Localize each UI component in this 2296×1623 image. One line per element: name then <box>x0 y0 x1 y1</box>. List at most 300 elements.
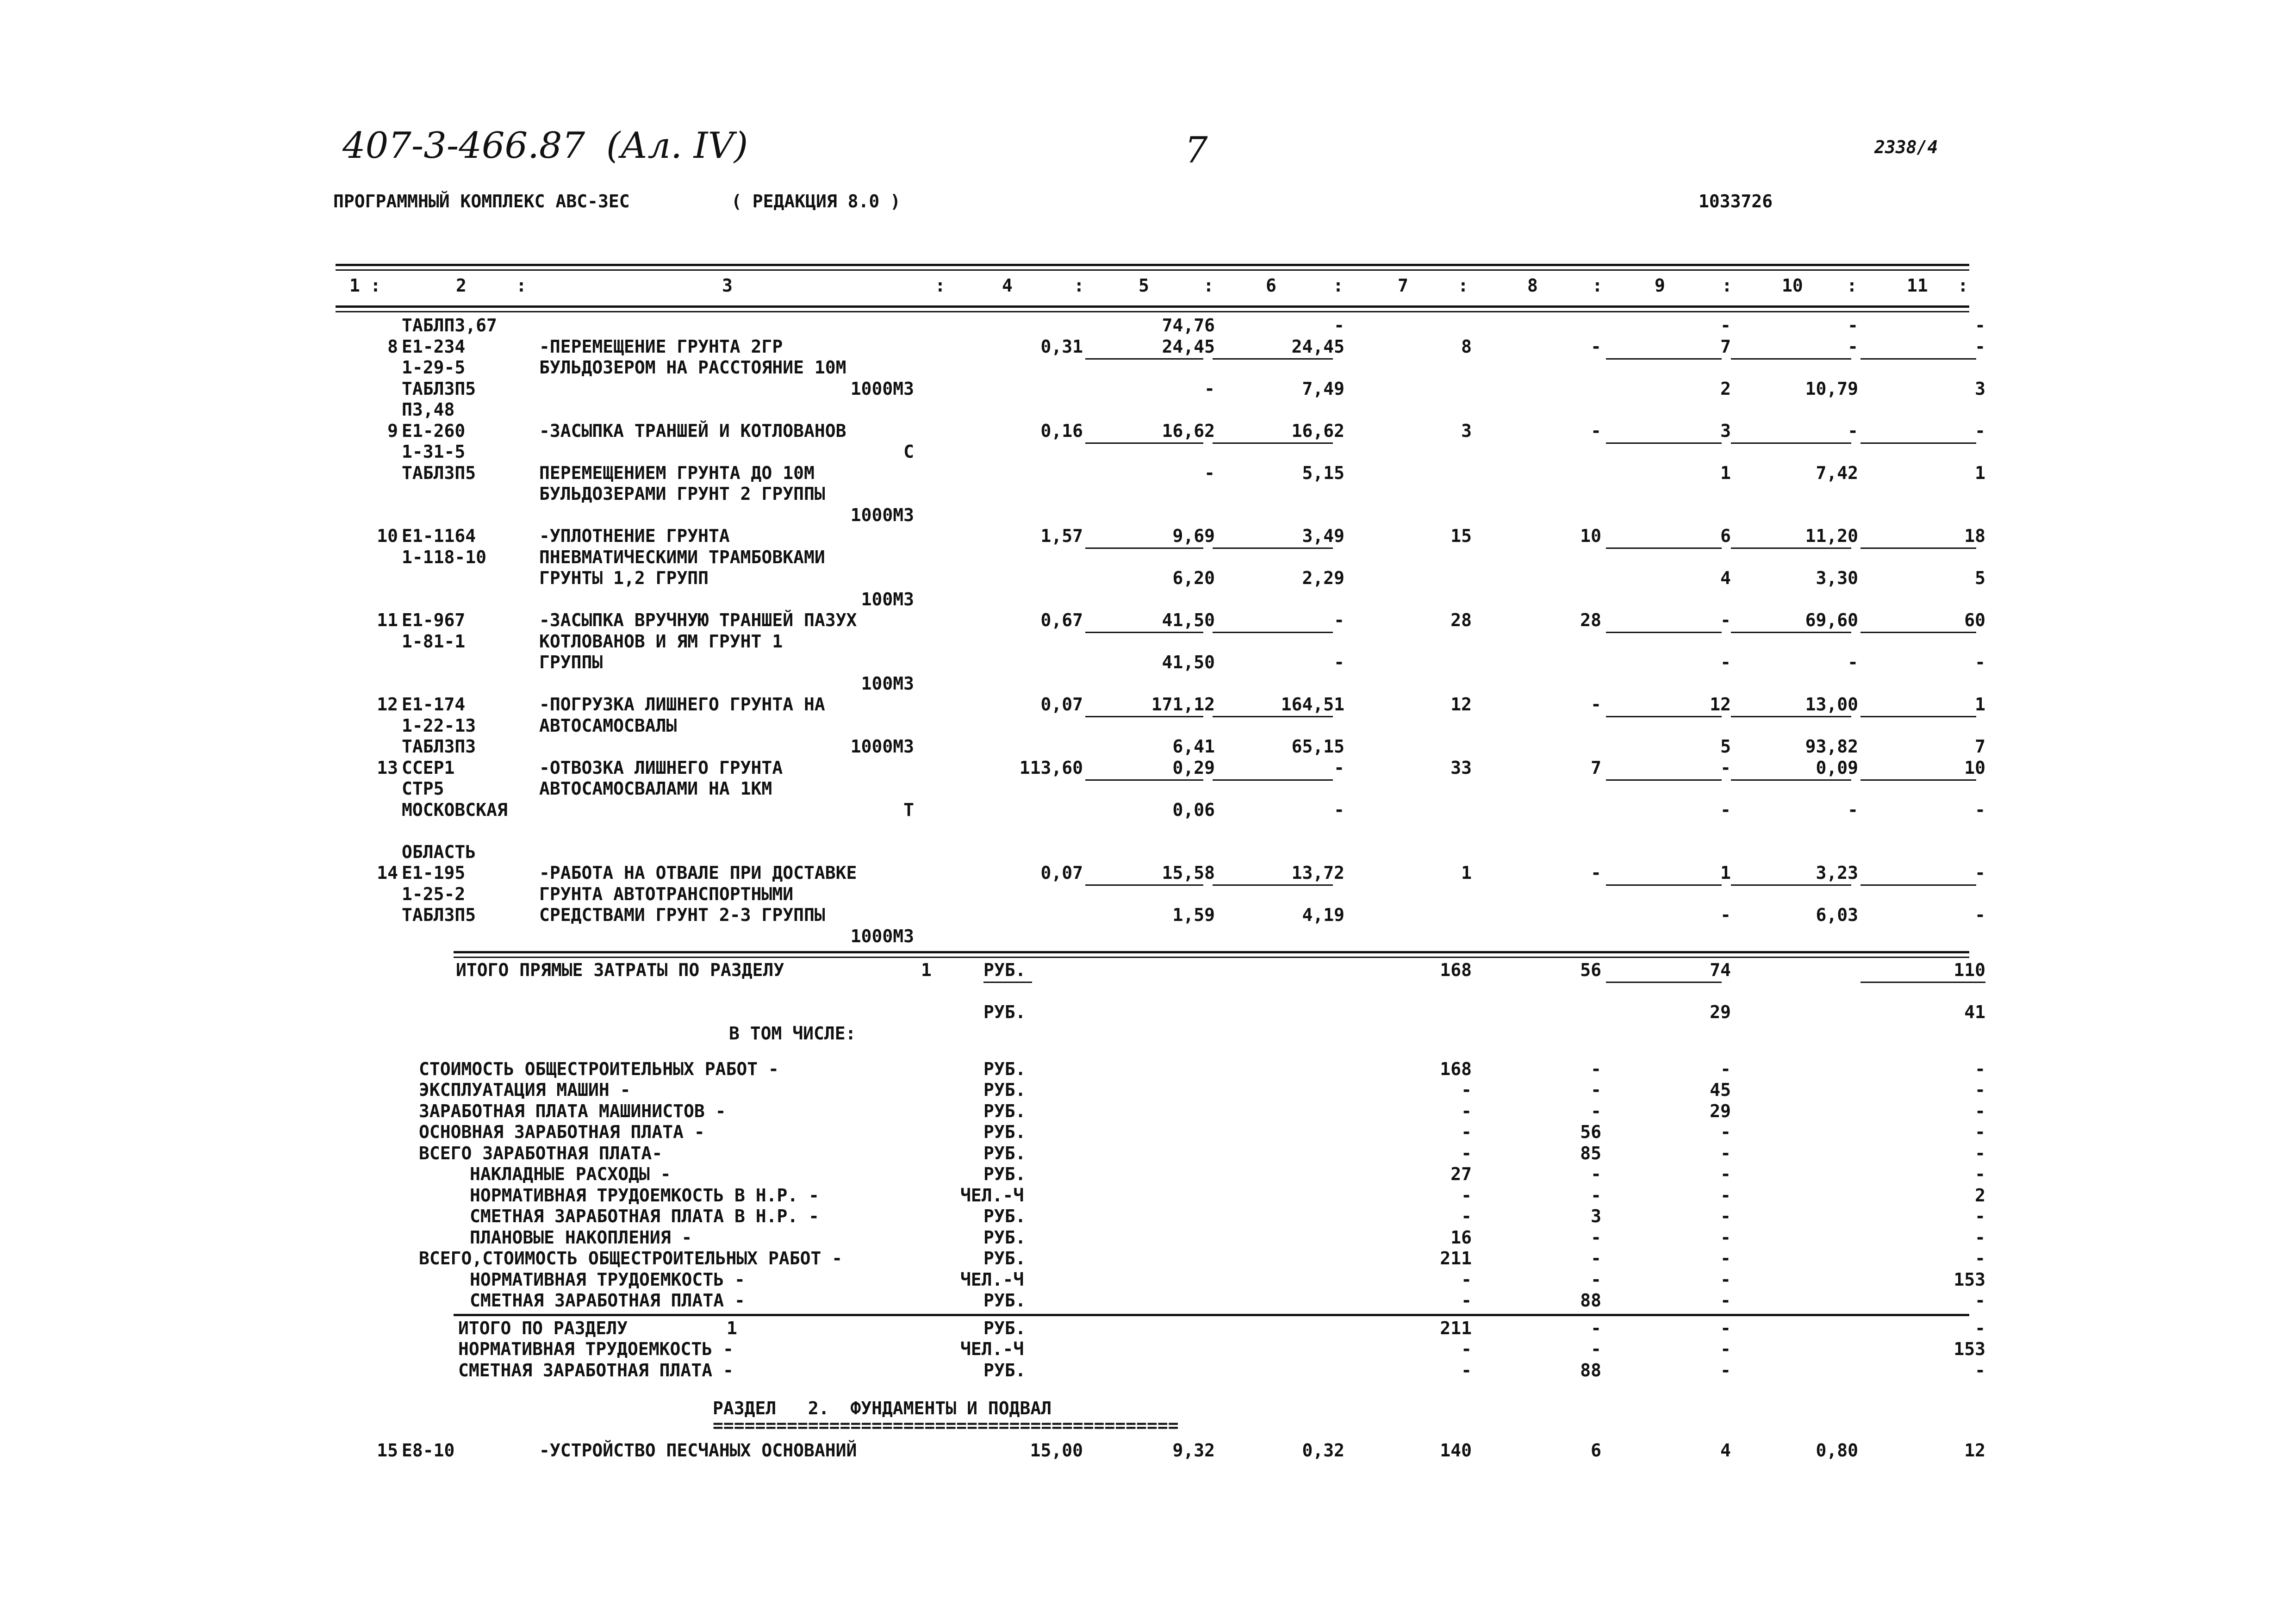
table-cell-c5: - <box>1204 378 1215 399</box>
fraction-rule <box>1731 442 1851 444</box>
table-cell-c6: 65,15 <box>1291 736 1344 757</box>
table-cell-c9: 1 <box>1720 462 1731 483</box>
fraction-rule <box>1085 632 1203 633</box>
table-cell-c4: 0,31 <box>1040 336 1083 357</box>
fraction-rule <box>1085 442 1203 444</box>
table-cell-c7: 8 <box>1461 336 1472 357</box>
total-cell-c7: - <box>1461 1080 1472 1101</box>
table-cell-c10: 0,09 <box>1816 757 1858 778</box>
table-cell-c9: - <box>1720 757 1731 778</box>
total-cell-c9: - <box>1720 1339 1731 1360</box>
total-cell-c8: 88 <box>1580 1290 1601 1311</box>
table-cell-c6: - <box>1334 799 1344 820</box>
table-cell-c1: 9 <box>387 420 398 441</box>
table-cell-c7: 28 <box>1450 610 1472 630</box>
summary-unit: РУБ. <box>983 1206 1026 1227</box>
table-cell-c2: ССЕР1 <box>402 757 455 778</box>
table-cell-c3: КОТЛОВАНОВ И ЯМ ГРУНТ 1 <box>539 631 783 652</box>
section-total-label: СМЕТНАЯ ЗАРАБОТНАЯ ПЛАТА - <box>458 1360 734 1380</box>
fraction-rule <box>1860 442 1976 444</box>
column-header-3: 3 <box>722 275 733 296</box>
fraction-rule <box>983 982 1032 983</box>
total-cell-c11: 153 <box>1954 1269 1985 1290</box>
section-total-number: 1 <box>727 1318 737 1338</box>
table-cell-c2: Е1-195 <box>402 863 466 883</box>
table-cell-c10: 10,79 <box>1805 378 1858 399</box>
table-cell-c9: 1 <box>1720 863 1731 883</box>
section-2-cell-c10: 0,80 <box>1816 1440 1858 1461</box>
table-cell-c5: 6,20 <box>1172 568 1215 588</box>
total-cell-c7: - <box>1461 1185 1472 1206</box>
total-cell-c11: - <box>1975 1164 1985 1185</box>
fraction-rule <box>1085 547 1203 549</box>
table-cell-c9: 7 <box>1720 336 1731 357</box>
table-cell-c3: ГРУППЫ <box>539 652 603 672</box>
table-cell-c11: 5 <box>1975 568 1985 588</box>
table-cell-c9: - <box>1720 610 1731 630</box>
table-cell-c3: СРЕДСТВАМИ ГРУНТ 2-3 ГРУППЫ <box>539 905 825 925</box>
column-separator: : <box>1458 275 1468 296</box>
totals-rule <box>454 951 1969 953</box>
total-cell-c8: - <box>1591 1185 1601 1206</box>
table-cell-c4: 0,07 <box>1040 863 1083 883</box>
fraction-rule <box>1606 547 1722 549</box>
table-cell-c8: - <box>1591 336 1601 357</box>
table-cell-c2: ТАБЛЗПЗ <box>402 736 476 757</box>
including-heading: В ТОМ ЧИСЛЕ: <box>729 1023 856 1044</box>
summary-label: НОРМАТИВНАЯ ТРУДОЕМКОСТЬ - <box>470 1269 745 1290</box>
section-2-cell-c9: 4 <box>1720 1440 1731 1461</box>
table-cell-c5: 41,50 <box>1162 652 1215 672</box>
column-header-11: 11 <box>1907 275 1928 296</box>
table-cell-c4: 1,57 <box>1040 526 1083 546</box>
summary-label: СМЕТНАЯ ЗАРАБОТНАЯ ПЛАТА В Н.Р. - <box>470 1206 819 1227</box>
table-cell-c2: Е1-260 <box>402 420 466 441</box>
table-cell-c3: ПНЕВМАТИЧЕСКИМИ ТРАМБОВКАМИ <box>539 547 825 567</box>
column-header-4: 4 <box>1002 275 1013 296</box>
section-2-cell-c6: 0,32 <box>1302 1440 1344 1461</box>
table-cell-c4: 113,60 <box>1019 757 1083 778</box>
total-cell-c9: - <box>1720 1185 1731 1206</box>
summary-unit: РУБ. <box>983 1227 1026 1248</box>
table-cell-c6: 7,49 <box>1302 378 1344 399</box>
fraction-rule <box>1606 982 1722 983</box>
table-cell-c8: - <box>1591 420 1601 441</box>
total-cell-c8: 56 <box>1580 1122 1601 1143</box>
total-cell-c11: 41 <box>1964 1002 1985 1022</box>
total-cell-c7: 168 <box>1440 1058 1472 1079</box>
program-name: ПРОГРАММНЫЙ КОМПЛЕКС АВС-3ЕС <box>333 191 630 211</box>
table-cell-c5: 41,50 <box>1162 610 1215 630</box>
table-cell-c4: 0,16 <box>1040 420 1083 441</box>
total-cell-c8: - <box>1591 1248 1601 1269</box>
column-separator: : <box>1958 275 1968 296</box>
fraction-rule <box>1213 716 1333 717</box>
total-cell-c11: 153 <box>1954 1339 1985 1360</box>
total-cell-c8: 85 <box>1580 1143 1601 1163</box>
table-cell-c8: - <box>1591 694 1601 715</box>
total-cell-c8: - <box>1591 1080 1601 1101</box>
table-cell-c7: 33 <box>1450 757 1472 778</box>
column-header-10: 10 <box>1782 275 1803 296</box>
table-cell-c11: 10 <box>1964 757 1985 778</box>
summary-unit: РУБ. <box>983 1101 1026 1121</box>
total-cell-c7: - <box>1461 1290 1472 1311</box>
fraction-rule <box>1606 884 1722 886</box>
total-cell-c9: 74 <box>1710 960 1731 980</box>
total-cell-c9: - <box>1720 1206 1731 1227</box>
total-cell-c7: 27 <box>1450 1164 1472 1185</box>
section-2-cell-c11: 12 <box>1964 1440 1985 1461</box>
fraction-rule <box>1860 547 1976 549</box>
table-cell-c2: ТАБЛПЗ,67 <box>402 315 497 336</box>
total-cell-c9: - <box>1720 1290 1731 1311</box>
summary-unit: РУБ. <box>983 1122 1026 1143</box>
column-separator: : <box>1203 275 1214 296</box>
table-cell-c1: 14 <box>377 863 398 883</box>
fraction-rule <box>1731 716 1851 717</box>
table-cell-c11: 18 <box>1964 526 1985 546</box>
total-cell-c7: - <box>1461 1206 1472 1227</box>
section-2-cell-c8: 6 <box>1591 1440 1601 1461</box>
column-separator: : <box>1074 275 1084 296</box>
section-2-cell-c2: Е8-10 <box>402 1440 455 1461</box>
total-cell-c11: - <box>1975 1101 1985 1121</box>
column-header-8: 8 <box>1527 275 1538 296</box>
table-cell-c2: 1-22-13 <box>402 715 476 736</box>
column-separator: : <box>370 275 381 296</box>
table-cell-c2: Е1-1164 <box>402 526 476 546</box>
section-2-cell-c1: 15 <box>377 1440 398 1461</box>
section-2-title: РАЗДЕЛ 2. ФУНДАМЕНТЫ И ПОДВАЛ <box>713 1398 1052 1418</box>
total-cell-c11: - <box>1975 1318 1985 1338</box>
table-cell-c5: 0,06 <box>1172 799 1215 820</box>
table-cell-c10: 69,60 <box>1805 610 1858 630</box>
summary-label: СМЕТНАЯ ЗАРАБОТНАЯ ПЛАТА - <box>470 1290 745 1311</box>
table-cell-c10: 7,42 <box>1816 462 1858 483</box>
sheet-reference: 2338/4 <box>1874 137 1938 157</box>
total-cell-c9: - <box>1720 1227 1731 1248</box>
total-cell-c9: 45 <box>1710 1080 1731 1101</box>
table-cell-c2: ТАБЛЗП5 <box>402 462 476 483</box>
column-header-5: 5 <box>1139 275 1149 296</box>
table-cell-c3: 100М3 <box>861 589 914 609</box>
total-cell-c11: - <box>1975 1290 1985 1311</box>
summary-unit: ЧЕЛ.-Ч <box>960 1185 1024 1206</box>
table-cell-c11: - <box>1975 863 1985 883</box>
table-cell-c4: 0,67 <box>1040 610 1083 630</box>
fraction-rule <box>1213 358 1333 360</box>
table-cell-c3: 1000М3 <box>850 736 914 757</box>
table-cell-c11: - <box>1975 420 1985 441</box>
fraction-rule <box>1213 779 1333 781</box>
direct-costs-label: ИТОГО ПРЯМЫЕ ЗАТРАТЫ ПО РАЗДЕЛУ <box>456 960 784 980</box>
table-cell-c2: 1-81-1 <box>402 631 466 652</box>
table-cell-c6: 4,19 <box>1302 905 1344 925</box>
table-cell-c11: - <box>1975 336 1985 357</box>
table-header-rule <box>336 305 1969 308</box>
page-number: 7 <box>1185 130 1208 171</box>
table-top-rule-2 <box>336 269 1969 271</box>
table-cell-c6: 5,15 <box>1302 462 1344 483</box>
total-cell-c9: - <box>1720 1360 1731 1380</box>
fraction-rule <box>1860 716 1976 717</box>
table-cell-c6: - <box>1334 610 1344 630</box>
section-2-cell-c4: 15,00 <box>1030 1440 1083 1461</box>
table-cell-c7: 15 <box>1450 526 1472 546</box>
table-cell-c9: 2 <box>1720 378 1731 399</box>
total-cell-c7: 211 <box>1440 1318 1472 1338</box>
fraction-rule <box>1860 884 1976 886</box>
table-cell-c9: 3 <box>1720 420 1731 441</box>
document-code: 407-3-466.87 <box>342 125 585 167</box>
table-cell-c10: 93,82 <box>1805 736 1858 757</box>
table-cell-c5: 24,45 <box>1162 336 1215 357</box>
table-cell-c5: 6,41 <box>1172 736 1215 757</box>
fraction-rule <box>1606 632 1722 633</box>
section-2-underline: ============================================ <box>713 1415 1179 1436</box>
table-cell-c6: - <box>1334 757 1344 778</box>
section-total-rule <box>454 1314 1969 1316</box>
total-cell-c9: - <box>1720 1164 1731 1185</box>
table-top-rule <box>336 264 1969 266</box>
column-header-1: 1 <box>349 275 360 296</box>
table-cell-c1: 13 <box>377 757 398 778</box>
table-cell-c3: БУЛЬДОЗЕРОМ НА РАССТОЯНИЕ 10М <box>539 357 846 378</box>
table-cell-c1: 12 <box>377 694 398 715</box>
column-header-6: 6 <box>1266 275 1276 296</box>
table-cell-c5: 16,62 <box>1162 420 1215 441</box>
table-cell-c11: - <box>1975 315 1985 336</box>
fraction-rule <box>1606 358 1722 360</box>
column-separator: : <box>1592 275 1603 296</box>
table-cell-c2: Е1-967 <box>402 610 466 630</box>
section-total-label: ИТОГО ПО РАЗДЕЛУ <box>458 1318 628 1338</box>
total-cell-c11: - <box>1975 1122 1985 1143</box>
table-cell-c1: 10 <box>377 526 398 546</box>
totals-rule <box>454 957 1969 958</box>
fraction-rule <box>1606 779 1722 781</box>
section-2-cell-c3: -УСТРОЙСТВО ПЕСЧАНЫХ ОСНОВАНИЙ <box>539 1440 857 1461</box>
fraction-rule <box>1731 884 1851 886</box>
fraction-rule <box>1213 547 1333 549</box>
table-cell-c11: - <box>1975 799 1985 820</box>
table-cell-c10: - <box>1848 799 1858 820</box>
table-cell-c1: 8 <box>387 336 398 357</box>
total-cell-c9: - <box>1720 1143 1731 1163</box>
table-cell-c3: -ЗАСЫПКА ВРУЧНУЮ ТРАНШЕЙ ПАЗУХ <box>539 610 857 630</box>
total-cell-c7: - <box>1461 1122 1472 1143</box>
total-cell-c11: 110 <box>1954 960 1985 980</box>
total-cell-c8: 88 <box>1580 1360 1601 1380</box>
table-cell-c3: С <box>903 442 914 462</box>
program-code: 1033726 <box>1699 191 1773 211</box>
table-cell-c3: -ЗАСЫПКА ТРАНШЕЙ И КОТЛОВАНОВ <box>539 420 846 441</box>
column-separator: : <box>1847 275 1857 296</box>
table-cell-c5: 9,69 <box>1172 526 1215 546</box>
album-number: (Ал. IV) <box>606 125 748 167</box>
fraction-rule <box>1860 982 1985 983</box>
table-cell-c6: 3,49 <box>1302 526 1344 546</box>
column-separator: : <box>935 275 946 296</box>
fraction-rule <box>1085 358 1203 360</box>
fraction-rule <box>1606 442 1722 444</box>
table-cell-c2: 1-31-5 <box>402 442 466 462</box>
table-cell-c6: 13,72 <box>1291 863 1344 883</box>
section-2-cell-c7: 140 <box>1440 1440 1472 1461</box>
section-total-unit: РУБ. <box>983 1318 1026 1338</box>
table-cell-c3: АВТОСАМОСВАЛАМИ НА 1КМ <box>539 778 772 799</box>
summary-unit: РУБ. <box>983 1248 1026 1269</box>
column-header-2: 2 <box>456 275 467 296</box>
total-cell-c7: - <box>1461 1360 1472 1380</box>
table-cell-c5: 171,12 <box>1151 694 1215 715</box>
table-cell-c10: 3,23 <box>1816 863 1858 883</box>
unit-label: РУБ. <box>983 960 1026 980</box>
total-cell-c11: - <box>1975 1143 1985 1163</box>
table-cell-c2: 1-118-10 <box>402 547 487 567</box>
fraction-rule <box>1085 716 1203 717</box>
fraction-rule <box>1860 632 1976 633</box>
total-cell-c7: - <box>1461 1101 1472 1121</box>
fraction-rule <box>1731 358 1851 360</box>
table-cell-c3: -ПОГРУЗКА ЛИШНЕГО ГРУНТА НА <box>539 694 825 715</box>
total-cell-c8: 56 <box>1580 960 1601 980</box>
table-cell-c3: ГРУНТА АВТОТРАНСПОРТНЫМИ <box>539 883 794 904</box>
table-cell-c11: 7 <box>1975 736 1985 757</box>
total-cell-c7: 211 <box>1440 1248 1472 1269</box>
table-cell-c6: 16,62 <box>1291 420 1344 441</box>
direct-costs-section: 1 <box>921 960 932 980</box>
summary-unit: РУБ. <box>983 1080 1026 1101</box>
summary-label: ВСЕГО ЗАРАБОТНАЯ ПЛАТА- <box>419 1143 663 1163</box>
total-cell-c9: - <box>1720 1318 1731 1338</box>
total-cell-c11: - <box>1975 1227 1985 1248</box>
table-cell-c3: -РАБОТА НА ОТВАЛЕ ПРИ ДОСТАВКЕ <box>539 863 857 883</box>
total-cell-c8: - <box>1591 1164 1601 1185</box>
table-cell-c11: 1 <box>1975 462 1985 483</box>
table-cell-c5: 0,29 <box>1172 757 1215 778</box>
table-cell-c3: БУЛЬДОЗЕРАМИ ГРУНТ 2 ГРУППЫ <box>539 484 825 504</box>
total-cell-c7: 168 <box>1440 960 1472 980</box>
table-cell-c9: - <box>1720 652 1731 672</box>
table-cell-c3: ПЕРЕМЕЩЕНИЕМ ГРУНТА ДО 10М <box>539 462 815 483</box>
table-cell-c8: 10 <box>1580 526 1601 546</box>
table-cell-c11: 1 <box>1975 694 1985 715</box>
fraction-rule <box>1213 442 1333 444</box>
table-cell-c10: - <box>1848 315 1858 336</box>
summary-unit: РУБ. <box>983 1290 1026 1311</box>
summary-label: СТОИМОСТЬ ОБЩЕСТРОИТЕЛЬНЫХ РАБОТ - <box>419 1058 779 1079</box>
total-cell-c7: - <box>1461 1269 1472 1290</box>
table-cell-c11: - <box>1975 905 1985 925</box>
table-cell-c2: ПЗ,48 <box>402 399 455 420</box>
total-cell-c11: - <box>1975 1360 1985 1380</box>
fraction-rule <box>1606 716 1722 717</box>
table-cell-c2: МОСКОВСКАЯ <box>402 799 508 820</box>
fraction-rule <box>1860 779 1976 781</box>
table-cell-c9: - <box>1720 799 1731 820</box>
summary-label: НОРМАТИВНАЯ ТРУДОЕМКОСТЬ В Н.Р. - <box>470 1185 819 1206</box>
table-cell-c8: 28 <box>1580 610 1601 630</box>
table-cell-c2: Е1-234 <box>402 336 466 357</box>
total-cell-c9: - <box>1720 1248 1731 1269</box>
table-header-rule-2 <box>336 311 1969 312</box>
table-cell-c10: - <box>1848 420 1858 441</box>
table-cell-c10: 3,30 <box>1816 568 1858 588</box>
total-cell-c8: - <box>1591 1227 1601 1248</box>
table-cell-c11: 3 <box>1975 378 1985 399</box>
total-cell-c8: - <box>1591 1339 1601 1360</box>
summary-label: ВСЕГО,СТОИМОСТЬ ОБЩЕСТРОИТЕЛЬНЫХ РАБОТ - <box>419 1248 843 1269</box>
total-cell-c11: - <box>1975 1206 1985 1227</box>
total-cell-c8: - <box>1591 1269 1601 1290</box>
fraction-rule <box>1213 884 1333 886</box>
table-cell-c5: 1,59 <box>1172 905 1215 925</box>
table-cell-c3: 1000М3 <box>850 504 914 525</box>
table-cell-c3: -ПЕРЕМЕЩЕНИЕ ГРУНТА 2ГР <box>539 336 783 357</box>
fraction-rule <box>1731 547 1851 549</box>
column-header-7: 7 <box>1398 275 1408 296</box>
table-cell-c6: 24,45 <box>1291 336 1344 357</box>
table-cell-c3: ГРУНТЫ 1,2 ГРУПП <box>539 568 709 588</box>
table-cell-c3: 100М3 <box>861 673 914 694</box>
table-cell-c2: СТР5 <box>402 778 444 799</box>
unit-label: РУБ. <box>983 1002 1026 1022</box>
table-cell-c11: - <box>1975 652 1985 672</box>
total-cell-c9: - <box>1720 1269 1731 1290</box>
summary-unit: ЧЕЛ.-Ч <box>960 1269 1024 1290</box>
table-cell-c7: 1 <box>1461 863 1472 883</box>
total-cell-c11: - <box>1975 1058 1985 1079</box>
total-cell-c11: - <box>1975 1248 1985 1269</box>
total-cell-c11: - <box>1975 1080 1985 1101</box>
total-cell-c8: 3 <box>1591 1206 1601 1227</box>
table-cell-c4: 0,07 <box>1040 694 1083 715</box>
total-cell-c8: - <box>1591 1058 1601 1079</box>
section-total-unit: ЧЕЛ.-Ч <box>960 1339 1024 1360</box>
column-separator: : <box>1722 275 1732 296</box>
table-cell-c9: 4 <box>1720 568 1731 588</box>
table-cell-c7: 3 <box>1461 420 1472 441</box>
table-cell-c6: 2,29 <box>1302 568 1344 588</box>
table-cell-c3: Т <box>903 799 914 820</box>
table-cell-c10: 6,03 <box>1816 905 1858 925</box>
column-header-9: 9 <box>1655 275 1665 296</box>
table-cell-c3: -УПЛОТНЕНИЕ ГРУНТА <box>539 526 730 546</box>
total-cell-c7: 16 <box>1450 1227 1472 1248</box>
table-cell-c9: - <box>1720 315 1731 336</box>
program-edition: ( РЕДАКЦИЯ 8.0 ) <box>731 191 901 211</box>
section-total-unit: РУБ. <box>983 1360 1026 1380</box>
table-cell-c2: ОБЛАСТЬ <box>402 841 476 862</box>
total-cell-c9: - <box>1720 1122 1731 1143</box>
table-cell-c2: ТАБЛЗП5 <box>402 378 476 399</box>
table-cell-c5: - <box>1204 462 1215 483</box>
table-cell-c5: 74,76 <box>1162 315 1215 336</box>
section-2-cell-c5: 9,32 <box>1172 1440 1215 1461</box>
column-separator: : <box>1333 275 1344 296</box>
total-cell-c7: - <box>1461 1143 1472 1163</box>
summary-label: ОСНОВНАЯ ЗАРАБОТНАЯ ПЛАТА - <box>419 1122 705 1143</box>
summary-unit: РУБ. <box>983 1164 1026 1185</box>
fraction-rule <box>1085 779 1203 781</box>
fraction-rule <box>1731 779 1851 781</box>
table-cell-c2: ТАБЛЗП5 <box>402 905 476 925</box>
summary-unit: РУБ. <box>983 1143 1026 1163</box>
table-cell-c10: - <box>1848 336 1858 357</box>
table-cell-c9: 6 <box>1720 526 1731 546</box>
